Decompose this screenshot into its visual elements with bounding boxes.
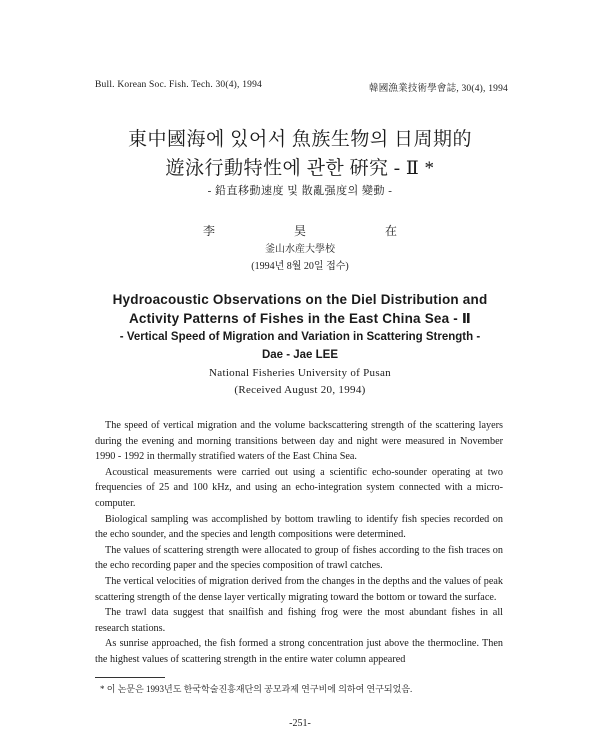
english-subtitle: - Vertical Speed of Migration and Variation in Scattering Strength -	[119, 331, 481, 343]
page-number: -251-	[289, 718, 311, 729]
abstract-paragraph-5: The vertical velocities of migration derived from the changes in the depths and the values of peak scattering strength of the dense layer vertically migrating toward the bottom or toward the surface.	[95, 575, 503, 603]
korean-title-line2: 遊泳行動特性에 관한 硏究 - Ⅱ *	[165, 158, 435, 179]
korean-title-line1: 東中國海에 있어서 魚族生物의 日周期的	[127, 129, 473, 150]
abstract-paragraph-1: The speed of vertical migration and the volume backscattering strength of the scattering layers during the evening and morning transitions between day and night were measured in November 1990 - 1992 in thermally stratified waters of the East China Sea.	[95, 420, 503, 463]
abstract-paragraph-3: Biological sampling was accomplished by bottom trawling to identify fish species recorded on the echo sounder, and the species and length compositions were determined.	[95, 513, 503, 541]
abstract	[95, 418, 503, 668]
abstract-paragraph-6: The trawl data suggest that snailfish and fishing frog were the most abundant fishes in all research stations.	[95, 607, 503, 634]
abstract-paragraph-4: The values of scattering strength were allocated to group of fishes according to the fish traces on the echo recording paper and the species composition of trawl catches.	[95, 544, 503, 572]
footnote: * 이 논문은 1993년도 한국학술진흥재단의 공모과제 연구비에 의하여 연구되었음.	[100, 684, 413, 694]
journal-header-left: Bull. Korean Soc. Fish. Tech. 30(4), 1994	[95, 80, 262, 90]
korean-subtitle: - 鉛直移動速度 및 散亂强度의 變動 -	[207, 185, 393, 197]
english-received: (Received August 20, 1994)	[234, 384, 366, 396]
korean-affiliation: 釜山水産大學校	[265, 244, 335, 255]
english-title-line1: Hydroacoustic Observations on the Diel Distribution and	[112, 292, 488, 307]
english-title-line2: Activity Patterns of Fishes in the East China Sea - Ⅱ	[128, 311, 472, 326]
abstract-paragraph-2: Acoustical measurements were carried out using a scientific echo-sounder operating at two frequencies of 25 and 100 kHz, and using an echo-integration system connected with a micro-computer.	[95, 466, 503, 509]
korean-author: 李 昊 在	[202, 224, 435, 238]
english-affiliation: National Fisheries University of Pusan	[209, 367, 391, 379]
abstract-paragraph-7: As sunrise approached, the fish formed a strong concentration just above the thermocline. Then the highest values of scattering strength in the entire water column appeared	[95, 638, 503, 665]
footnote-divider	[95, 677, 165, 678]
journal-header-right: 韓國漁業技術學會誌, 30(4), 1994	[369, 84, 508, 94]
korean-received: (1994년 8월 20일 접수)	[251, 261, 349, 272]
english-author: Dae - Jae LEE	[261, 349, 339, 361]
